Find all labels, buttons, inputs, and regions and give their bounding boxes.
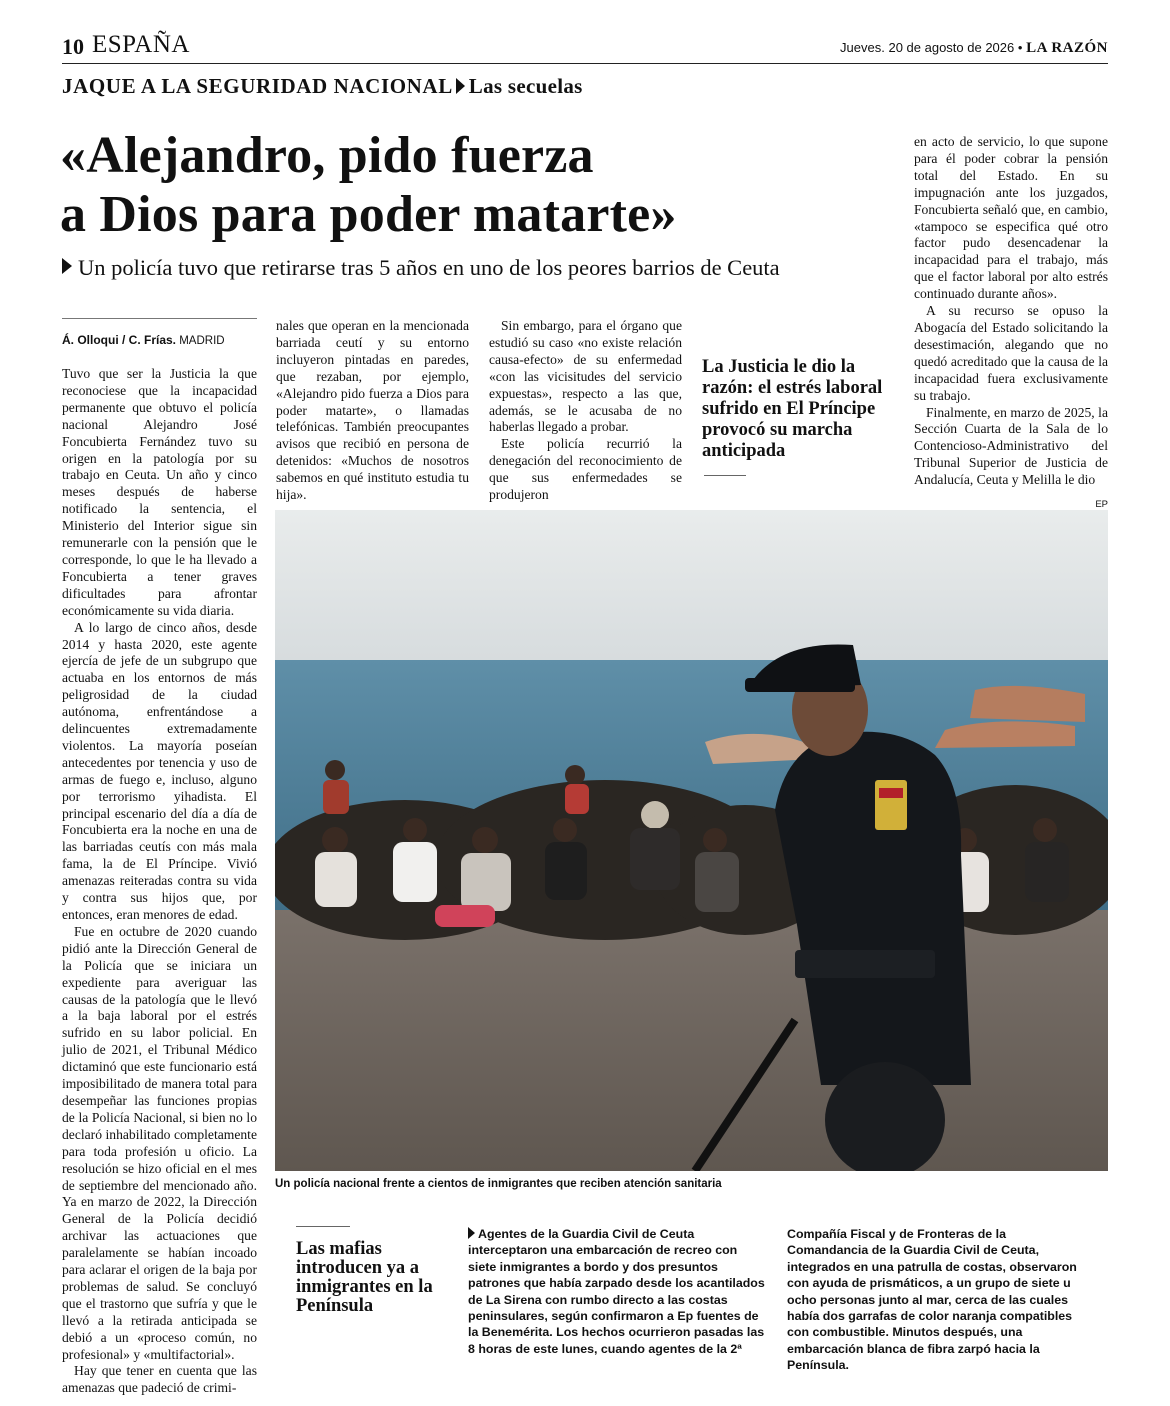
- pull-quote: La Justicia le dio la razón: el estrés laboral sufrido en El Príncipe provocó su marcha anticipada: [702, 357, 883, 461]
- headline-line-2: a Dios para poder matarte»: [60, 186, 677, 243]
- article-column-1: [62, 366, 257, 1397]
- section-name: ESPAÑA: [92, 31, 190, 58]
- paragraph: Finalmente, en marzo de 2025, la Sección Cuarta de la Sala de lo Contencioso-Administrativo del Tribunal Superior de Justicia de Andalucía, Ceuta y Melilla le dio: [914, 404, 1108, 488]
- sidebar-rule: [296, 1226, 350, 1227]
- photo-credit: EP: [1095, 499, 1108, 510]
- byline-location: MADRID: [179, 335, 225, 347]
- sidebar-paragraph-2: Compañía Fiscal y de Fronteras de la Comandancia de la Guardia Civil de Ceuta, integrados en una patrulla de costas, observaron con ayuda de prismáticos, a un grupo de siete u ocho personas junto al mar, cerca de las cuales había dos garrafas de color naranja compatibles con combustible. Minutos después, una embarcación blanca de fibra zarpó hacia la Península.: [787, 1227, 1077, 1373]
- sidebar-text-1: Agentes de la Guardia Civil de Ceuta interceptaron una embarcación de recreo con siete inmigrantes a bordo y dos presuntos patrones que había zarpado desde los acantilados de La Sirena con rumbo directo a las costas peninsulares, según confirmaron a Ep fuentes de la Benemérita. Los hechos ocurrieron pasadas las 8 horas de este lunes, cuando agentes de la 2ª: [468, 1227, 765, 1356]
- paragraph: Tuvo que ser la Justicia la que reconociese que la incapacidad permanente que obtuvo el policía nacional Alejandro José Foncubierta Fernández tuvo su origen en la patología por su trabajo en Ceuta. Un año y cinco meses después de haberse notificado la sentencia, el Ministerio del Interior sigue sin remunerarle con la pensión que le corresponde, lo que le ha llevado a Foncubierta a tener graves dificultades para afrontar económicamente su vida diaria.: [62, 366, 257, 618]
- news-photo: [275, 510, 1108, 1171]
- page-number: 10: [62, 34, 84, 59]
- kicker-main: JAQUE A LA SEGURIDAD NACIONAL: [62, 74, 453, 98]
- headline-line-1: «Alejandro, pido fuerza: [60, 127, 594, 184]
- triangle-right-icon: [456, 78, 465, 94]
- publication-name: LA RAZÓN: [1026, 40, 1108, 56]
- paragraph: nales que operan en la mencionada barriada ceutí y su entorno incluyeron pintadas en paredes, que rezaban, por ejemplo, «Alejandro pido fuerza a Dios para poder matarte», o llamadas telefónicas. También preocupantes avisos que recibió en persona de detenidos: «Muchos de nosotros sabemos en qué instituto estudia tu hija».: [276, 318, 469, 503]
- paragraph: A lo largo de cinco años, desde 2014 y hasta 2020, este agente ejercía de jefe de un subgrupo que actuaba en los entornos de más peligrosidad de la ciudad autónoma, enfrentándose a delincuentes extremadamente violentos. La mayoría poseían antecedentes por tenencia y uso de armas de fuego e, incluso, alguno por terrorismo yihadista. El principal escenario del día a día de Foncubierta era la noche en una de las barriadas ceutís con más mala fama, la de El Príncipe. Vivió amenazas reiteradas contra su vida y contra sus hijos que, por entonces, eran menores de edad.: [62, 619, 257, 922]
- paragraph: en acto de servicio, lo que supone para él poder cobrar la pensión total del Estado. En su impugnación ante los juzgados, Foncubierta señaló que, en cambio, «tampoco se especifica qué otro factor pudo desencadenar la incapacidad para el trabajo, más que el factor laboral por alto estrés continuado durante años».: [914, 134, 1108, 302]
- column-rule: [62, 318, 257, 319]
- article-column-3: [489, 318, 682, 504]
- paragraph: Este policía recurrió la denegación del reconocimiento de que sus enfermedades se produjeron: [489, 436, 682, 503]
- paragraph: Hay que tener en cuenta que las amenazas que padeció de crimi-: [62, 1363, 257, 1396]
- paragraph: A su recurso se opuso la Abogacía del Estado solicitando la desestimación, alegando que no quedó acreditado que la causa de la incapacidad fuera exclusivamente su trabajo.: [914, 303, 1108, 403]
- header-dateline: [840, 40, 1108, 57]
- paragraph: Sin embargo, para el órgano que estudió su caso «no existe relación causa-efecto» de su enfermedad «con las vicisitudes del servicio expuestas», respecto a las que, además, se le acusaba de no haberlas llegado a probar.: [489, 318, 682, 435]
- sidebar-paragraph-1: [468, 1226, 766, 1357]
- subheadline-text: Un policía tuvo que retirarse tras 5 años en uno de los peores barrios de Ceuta: [78, 255, 780, 280]
- photo-caption: Un policía nacional frente a cientos de inmigrantes que reciben atención sanitaria: [275, 1178, 722, 1190]
- triangle-right-icon: [62, 258, 72, 274]
- triangle-right-icon: [468, 1227, 475, 1239]
- section-kicker: [62, 74, 583, 99]
- article-column-4: [914, 134, 1108, 489]
- sidebar-title: Las mafias introducen ya a inmigrantes en la Península: [296, 1239, 433, 1316]
- subheadline: [62, 255, 902, 281]
- paragraph: Fue en octubre de 2020 cuando pidió ante la Dirección General de la Policía que se iniciara un expediente para averiguar las causas de la patología que le llevó a la baja laboral por el estrés sufrido en su labor policial. En julio de 2021, el Tribunal Médico dictaminó que este funcionario está imposibilitado de manera total para desempeñar las funciones propias de la Policía Nacional, si bien no lo declaró inhabilitado completamente para toda profesión u oficio. La resolución se hizo oficial en el mes de septiembre del mencionado año. Ya en marzo de 2022, la Dirección General de la Policía decidió archivar las actuaciones que paralelamente se habían incoado para aclarar el origen de la baja por problemas de salud. Se concluyó que el trastorno que sufría y que le llevó a la retirada anticipada se debió a un «proceso común, no profesional» y «multifactorial».: [62, 923, 257, 1362]
- article-column-2: [276, 318, 469, 504]
- pull-quote-rule: [704, 475, 746, 476]
- byline-authors: Á. Olloqui / C. Frías.: [62, 333, 177, 347]
- issue-date: Jueves. 20 de agosto de 2026: [840, 40, 1015, 55]
- byline: [62, 333, 257, 347]
- kicker-sub: Las secuelas: [468, 74, 583, 98]
- separator-bullet: •: [1017, 40, 1023, 55]
- header-rule: [62, 63, 1108, 64]
- headline: [60, 126, 880, 244]
